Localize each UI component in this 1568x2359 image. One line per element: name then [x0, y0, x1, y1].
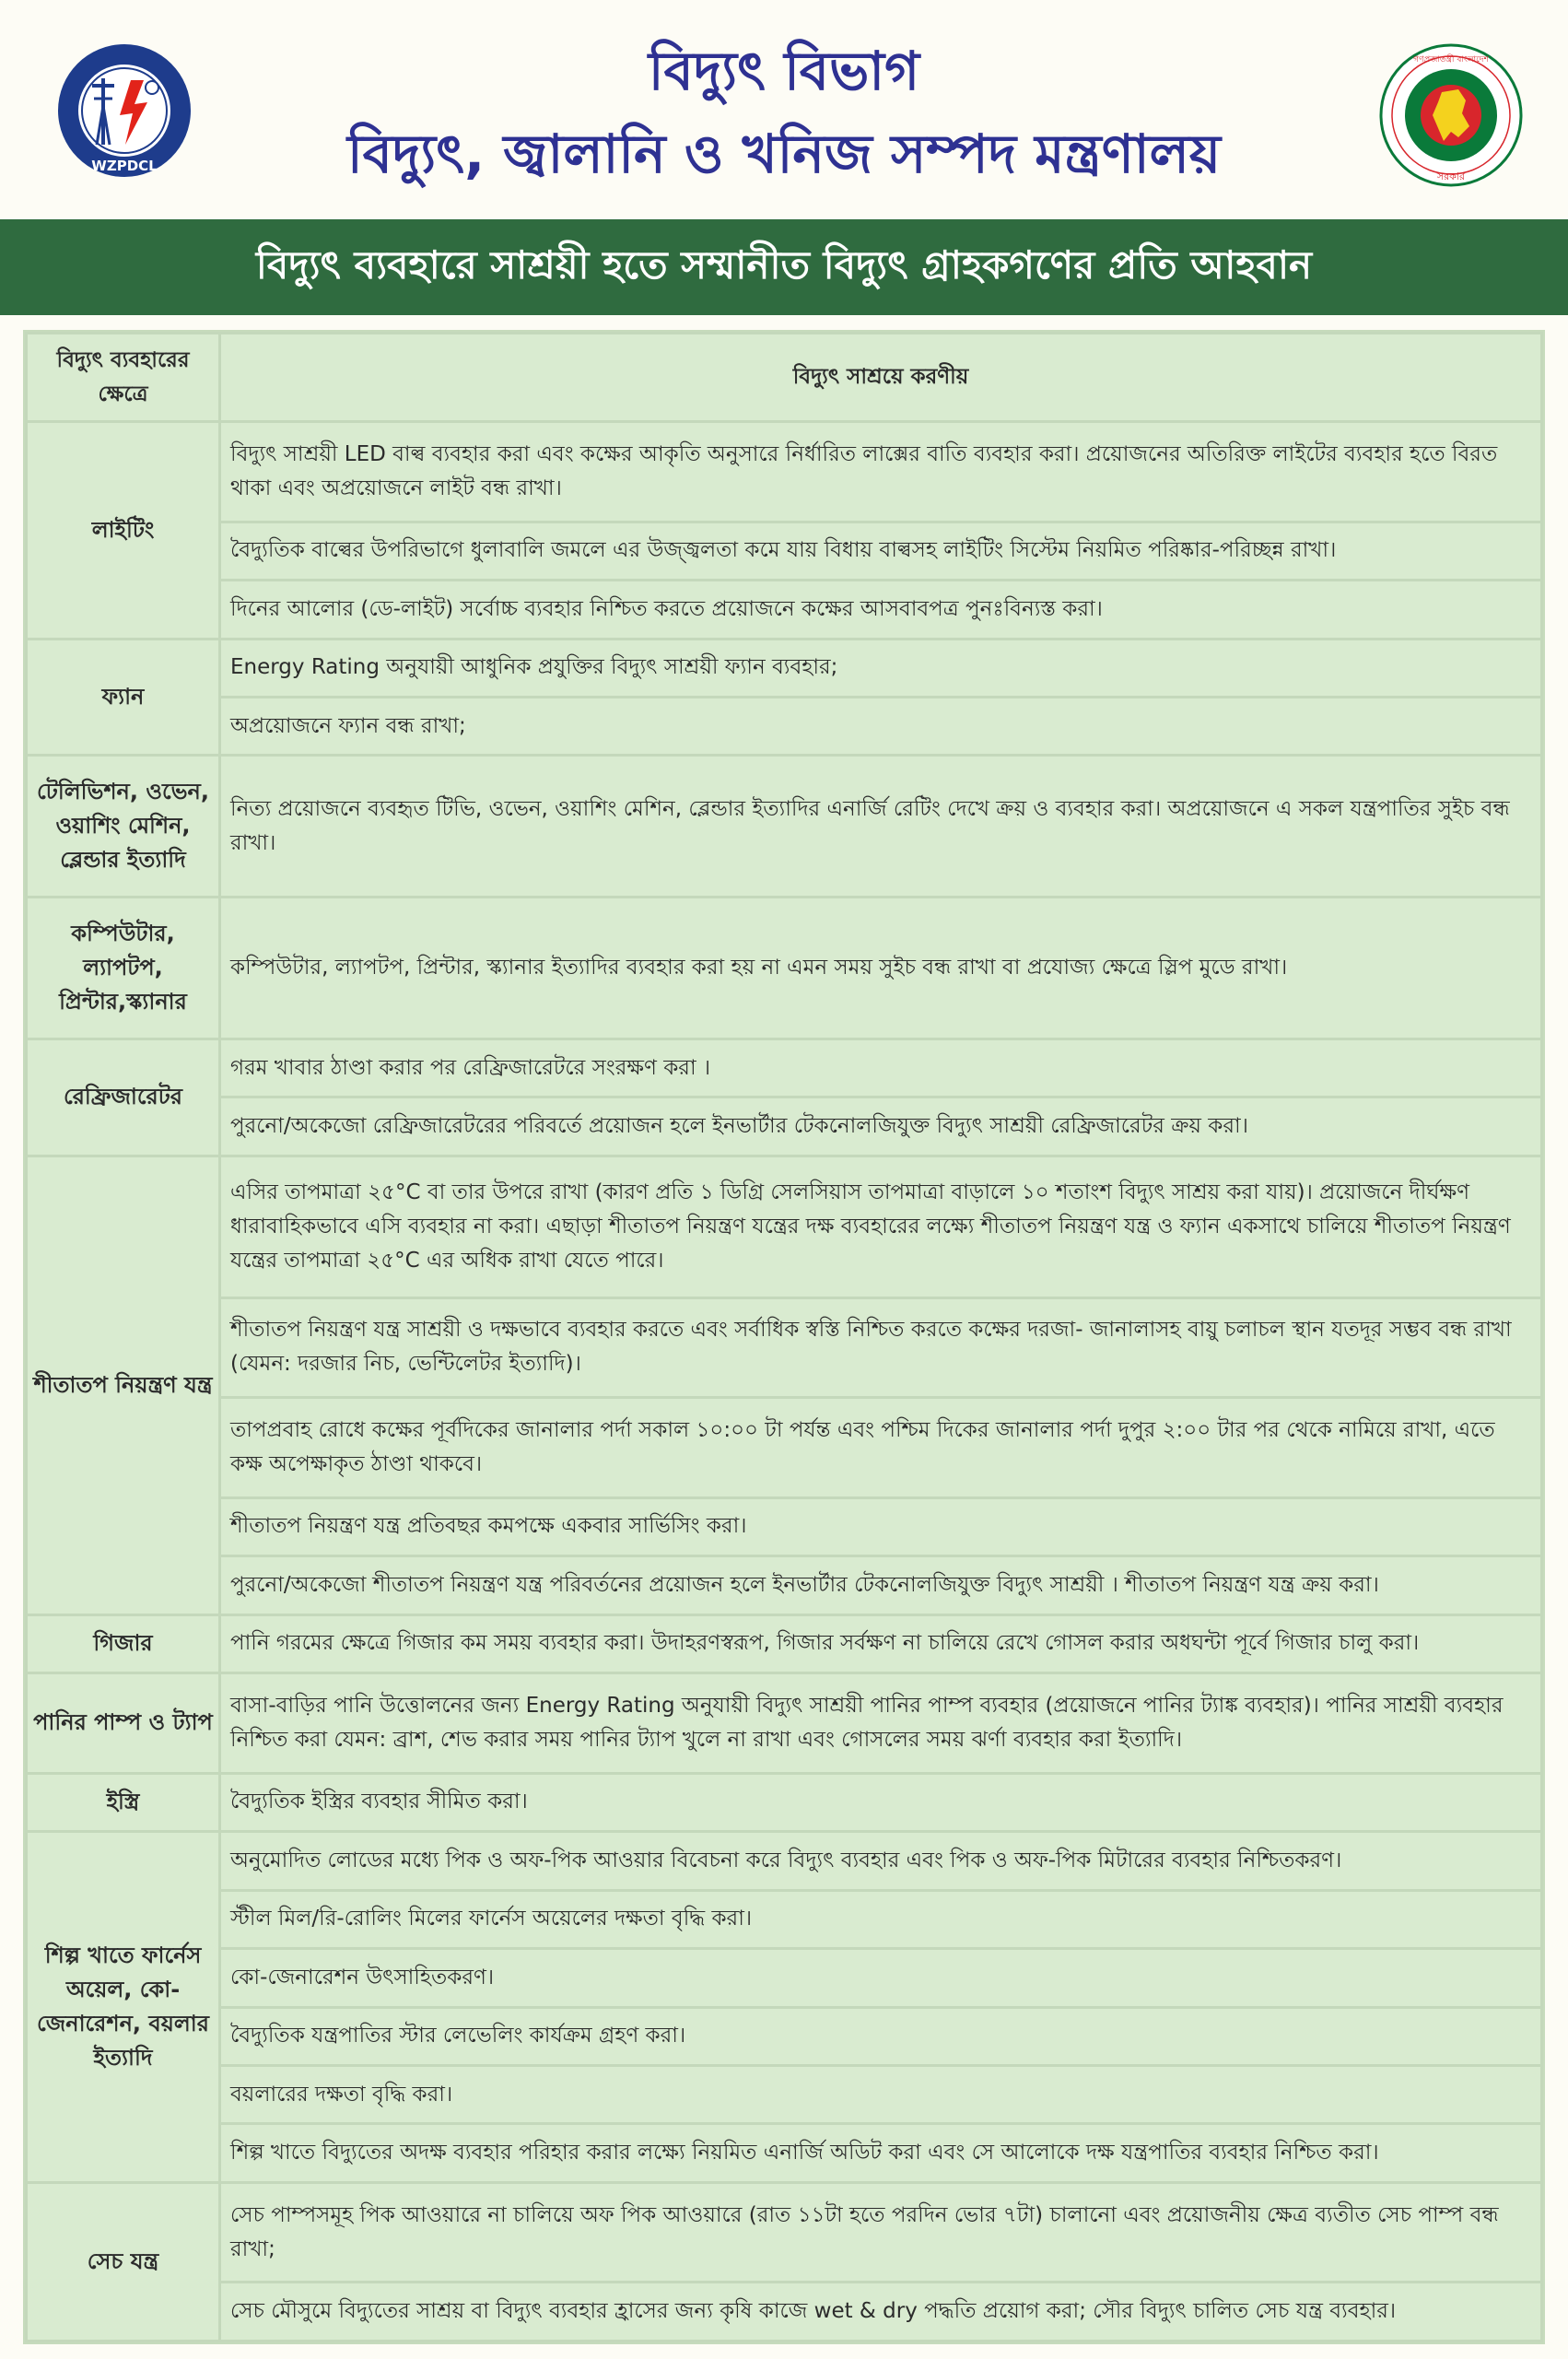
saving-action-cell: স্টীল মিল/রি-রোলিং মিলের ফার্নেস অয়েলের দক্ষতা বৃদ্ধি করা। — [220, 1890, 1542, 1948]
table-row — [27, 1832, 1542, 1890]
saving-action-cell: বৈদ্যুতিক ইস্ত্রির ব্যবহার সীমিত করা। — [220, 1773, 1542, 1831]
usage-category-cell: রেফ্রিজারেটর — [27, 1039, 220, 1156]
table-row — [27, 522, 1542, 580]
saving-action-cell: বিদ্যুৎ সাশ্রয়ী LED বাল্ব ব্যবহার করা এবং কক্ষের আকৃতি অনুসারে নির্ধারিত লাক্সের বাতি ব্যবহার করা। প্রয়োজনের অতিরিক্ত লাইটের ব্যবহার হতে বিরত থাকা এবং অপ্রয়োজনে লাইট বন্ধ রাখা। — [220, 422, 1542, 522]
saving-action-cell: বয়লারের দক্ষতা বৃদ্ধি করা। — [220, 2065, 1542, 2123]
table-row — [27, 1156, 1542, 1297]
wzpdcl-logo-text: WZPDCL — [91, 158, 158, 174]
government-seal-logo — [1377, 41, 1525, 189]
saving-action-cell: Energy Rating অনুযায়ী আধুনিক প্রযুক্তির বিদ্যুৎ সাশ্রয়ী ফ্যান ব্যবহার; — [220, 639, 1542, 697]
column-header-usage-area: বিদ্যুৎ ব্যবহারের ক্ষেত্রে — [27, 334, 220, 422]
department-title: বিদ্যুৎ বিভাগ — [648, 40, 920, 102]
table-row — [27, 2283, 1542, 2341]
saving-action-cell: শীতাতপ নিয়ন্ত্রণ যন্ত্র প্রতিবছর কমপক্ষে একবার সার্ভিসিং করা। — [220, 1497, 1542, 1555]
seal-ring-text-top: গণপ্রজাতন্ত্রী বাংলাদেশ — [1413, 55, 1489, 65]
saving-action-cell: শীতাতপ নিয়ন্ত্রণ যন্ত্র সাশ্রয়ী ও দক্ষভাবে ব্যবহার করতে এবং সর্বাধিক স্বস্তি নিশ্চিত করতে কক্ষের দরজা- জানালাসহ বায়ু চলাচল স্থান যতদূর সম্ভব বন্ধ রাখা (যেমন: দরজার নিচ, ভেন্টিলেটর ইত্যাদি)। — [220, 1297, 1542, 1398]
saving-action-cell: সেচ মৌসুমে বিদ্যুতের সাশ্রয় বা বিদ্যুৎ ব্যবহার হ্রাসের জন্য কৃষি কাজে wet & dry পদ্ধতি প্রয়োগ করা; সৌর বিদ্যুৎ চালিত সেচ যন্ত্র ব্যবহার। — [220, 2283, 1542, 2341]
header — [0, 0, 1568, 219]
table-row — [27, 1949, 1542, 2007]
usage-category-cell: শীতাতপ নিয়ন্ত্রণ যন্ত্র — [27, 1156, 220, 1614]
table-row — [27, 1673, 1542, 1774]
energy-saving-grid — [25, 332, 1543, 2342]
table-row — [27, 1297, 1542, 1398]
table-row — [27, 697, 1542, 755]
table-row — [27, 581, 1542, 639]
saving-action-cell: নিত্য প্রয়োজনে ব্যবহৃত টিভি, ওভেন, ওয়াশিং মেশিন, ব্লেন্ডার ইত্যাদির এনার্জি রেটিং দেখে ক্রয় ও ব্যবহার করা। অপ্রয়োজনে এ সকল যন্ত্রপাতির সুইচ বন্ধ রাখা। — [220, 756, 1542, 898]
table-header-row — [27, 334, 1542, 422]
usage-category-cell: পানির পাম্প ও ট্যাপ — [27, 1673, 220, 1774]
usage-category-cell: ইস্ত্রি — [27, 1773, 220, 1831]
usage-category-cell: টেলিভিশন, ওভেন, ওয়াশিং মেশিন, ব্লেন্ডার ইত্যাদি — [27, 756, 220, 898]
saving-action-cell: শিল্প খাতে বিদ্যুতের অদক্ষ ব্যবহার পরিহার করার লক্ষ্যে নিয়মিত এনার্জি অডিট করা এবং সে আলোকে দক্ষ যন্ত্রপাতির ব্যবহার নিশ্চিত করা। — [220, 2124, 1542, 2182]
usage-category-cell: লাইটিং — [27, 422, 220, 640]
saving-action-cell: কম্পিউটার, ল্যাপটপ, প্রিন্টার, স্ক্যানার ইত্যাদির ব্যবহার করা হয় না এমন সময় সুইচ বন্ধ রাখা বা প্রযোজ্য ক্ষেত্রে স্লিপ মুডে রাখা। — [220, 898, 1542, 1039]
saving-action-cell: পানি গরমের ক্ষেত্রে গিজার কম সময় ব্যবহার করা। উদাহরণস্বরূপ, গিজার সর্বক্ষণ না চালিয়ে রেখে গোসল করার অধঘন্টা পূর্বে গিজার চালু করা। — [220, 1614, 1542, 1672]
appeal-banner — [0, 219, 1568, 315]
saving-action-cell: অনুমোদিত লোডের মধ্যে পিক ও অফ-পিক আওয়ার বিবেচনা করে বিদ্যুৎ ব্যবহার এবং পিক ও অফ-পিক মিটারের ব্যবহার নিশ্চিতকরণ। — [220, 1832, 1542, 1890]
table-row — [27, 1039, 1542, 1097]
table-row — [27, 422, 1542, 522]
usage-category-cell: শিল্প খাতে ফার্নেস অয়েল, কো-জেনারেশন, বয়লার ইত্যাদি — [27, 1832, 220, 2183]
saving-action-cell: তাপপ্রবাহ রোধে কক্ষের পূর্বদিকের জানালার পর্দা সকাল ১০:০০ টা পর্যন্ত এবং পশ্চিম দিকের জানালার পর্দা দুপুর ২:০০ টার পর থেকে নামিয়ে রাখা, এতে কক্ষ অপেক্ষাকৃত ঠাণ্ডা থাকবে। — [220, 1398, 1542, 1498]
saving-action-cell: পুরনো/অকেজো শীতাতপ নিয়ন্ত্রণ যন্ত্র পরিবর্তনের প্রয়োজন হলে ইনভার্টার টেকনোলজিযুক্ত বিদ্যুৎ সাশ্রয়ী । শীতাতপ নিয়ন্ত্রণ যন্ত্র ক্রয় করা। — [220, 1556, 1542, 1614]
usage-category-cell: কম্পিউটার, ল্যাপটপ, প্রিন্টার,স্ক্যানার — [27, 898, 220, 1039]
table-row — [27, 639, 1542, 697]
saving-action-cell: গরম খাবার ঠাণ্ডা করার পর রেফ্রিজারেটরে সংরক্ষণ করা । — [220, 1039, 1542, 1097]
saving-action-cell: বৈদ্যুতিক যন্ত্রপাতির স্টার লেভেলিং কার্যক্রম গ্রহণ করা। — [220, 2007, 1542, 2065]
saving-action-cell: পুরনো/অকেজো রেফ্রিজারেটরের পরিবর্তে প্রয়োজন হলে ইনভার্টার টেকনোলজিযুক্ত বিদ্যুৎ সাশ্রয়ী রেফ্রিজারেটর ক্রয় করা। — [220, 1097, 1542, 1156]
ministry-title: বিদ্যুৎ, জ্বালানি ও খনিজ সম্পদ মন্ত্রণালয় — [347, 123, 1221, 185]
table-row — [27, 1497, 1542, 1555]
saving-action-cell: কো-জেনারেশন উৎসাহিতকরণ। — [220, 1949, 1542, 2007]
energy-saving-table — [23, 330, 1545, 2344]
table-row — [27, 898, 1542, 1039]
saving-action-cell: বৈদ্যুতিক বাল্বের উপরিভাগে ধুলাবালি জমলে এর উজ্জ্বলতা কমে যায় বিধায় বাল্বসহ লাইটিং সিস্টেম নিয়মিত পরিষ্কার-পরিচ্ছন্ন রাখা। — [220, 522, 1542, 580]
table-row — [27, 1614, 1542, 1672]
saving-action-cell: দিনের আলোর (ডে-লাইট) সর্বোচ্চ ব্যবহার নিশ্চিত করতে প্রয়োজনে কক্ষের আসবাবপত্র পুনঃবিন্যস্ত করা। — [220, 581, 1542, 639]
table-row — [27, 1556, 1542, 1614]
table-row — [27, 2124, 1542, 2182]
saving-action-cell: এসির তাপমাত্রা ২৫°C বা তার উপরে রাখা (কারণ প্রতি ১ ডিগ্রি সেলসিয়াস তাপমাত্রা বাড়ালে ১০ শতাংশ বিদ্যুৎ সাশ্রয় করা যায়)। প্রয়োজনে দীর্ঘক্ষণ ধারাবাহিকভাবে এসি ব্যবহার না করা। এছাড়া শীতাতপ নিয়ন্ত্রণ যন্ত্রের দক্ষ ব্যবহারের লক্ষ্যে শীতাতপ নিয়ন্ত্রণ যন্ত্র ও ফ্যান একসাথে চালিয়ে শীতাতপ নিয়ন্ত্রণ যন্ত্রের তাপমাত্রা ২৫°C এর অধিক রাখা যেতে পারে। — [220, 1156, 1542, 1297]
table-row — [27, 1398, 1542, 1498]
table-row — [27, 2007, 1542, 2065]
usage-category-cell: গিজার — [27, 1614, 220, 1672]
table-row — [27, 756, 1542, 898]
saving-action-cell: বাসা-বাড়ির পানি উত্তোলনের জন্য Energy Rating অনুযায়ী বিদ্যুৎ সাশ্রয়ী পানির পাম্প ব্যবহার (প্রয়োজনে পানির ট্যাঙ্ক ব্যবহার)। পানির সাশ্রয়ী ব্যবহার নিশ্চিত করা যেমন: ব্রাশ, শেভ করার সময় পানির ট্যাপ খুলে না রাখা এবং গোসলের সময় ঝর্ণা ব্যবহার করা ইত্যাদি। — [220, 1673, 1542, 1774]
usage-category-cell: সেচ যন্ত্র — [27, 2182, 220, 2341]
table-row — [27, 2065, 1542, 2123]
column-header-saving-actions: বিদ্যুৎ সাশ্রয়ে করণীয় — [220, 334, 1542, 422]
table-row — [27, 1890, 1542, 1948]
appeal-banner-text: বিদ্যুৎ ব্যবহারে সাশ্রয়ী হতে সম্মানীত বিদ্যুৎ গ্রাহকগণের প্রতি আহবান — [255, 241, 1313, 288]
saving-action-cell: সেচ পাম্পসমূহ পিক আওয়ারে না চালিয়ে অফ পিক আওয়ারে (রাত ১১টা হতে পরদিন ভোর ৭টা) চালানো এবং প্রয়োজনীয় ক্ষেত্র ব্যতীত সেচ পাম্প বন্ধ রাখা; — [220, 2182, 1542, 2283]
seal-ring-text-bottom: সরকার — [1436, 170, 1466, 182]
saving-action-cell: অপ্রয়োজনে ফ্যান বন্ধ রাখা; — [220, 697, 1542, 755]
table-row — [27, 2182, 1542, 2283]
table-row — [27, 1097, 1542, 1156]
table-row — [27, 1773, 1542, 1831]
usage-category-cell: ফ্যান — [27, 639, 220, 756]
